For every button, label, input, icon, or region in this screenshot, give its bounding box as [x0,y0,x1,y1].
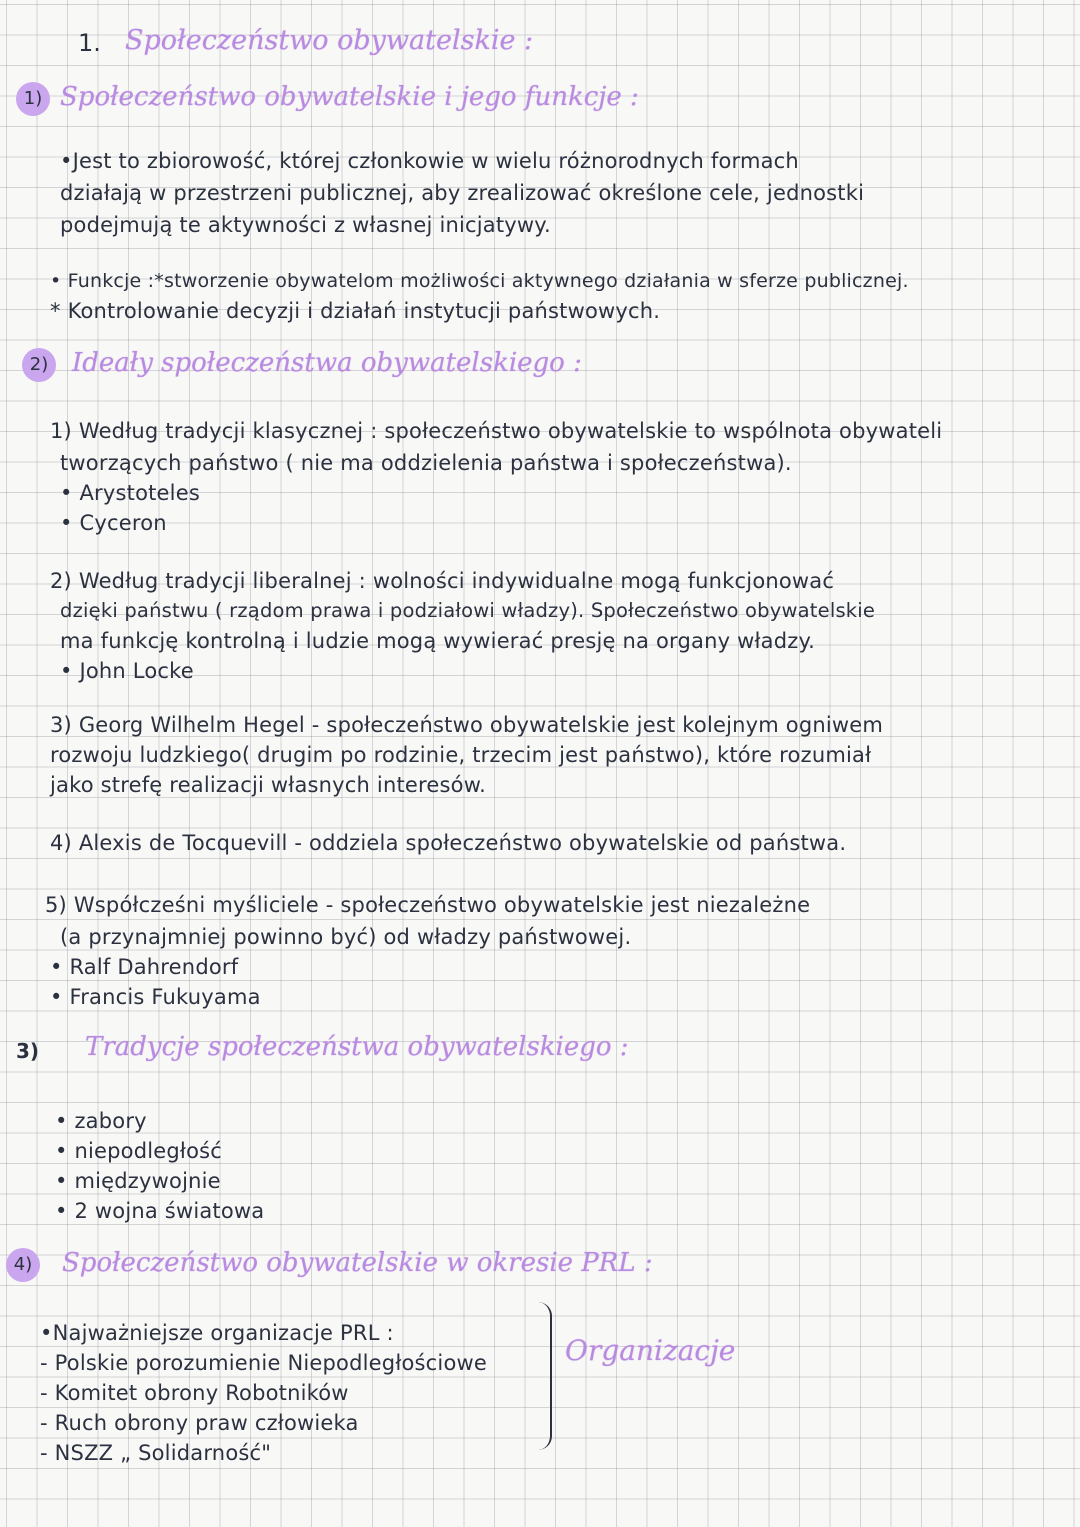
s2-line-12: 4) Alexis de Tocquevill - oddziela społeczeństwo obywatelskie od państwa. [50,831,847,855]
s2-line-13: 5) Współcześni myśliciele - społeczeństwo obywatelskie jest niezależne [45,893,811,917]
s2-line-7: ma funkcję kontrolną i ludzie mogą wywierać presję na organy władzy. [60,629,815,653]
s2-line-10: rozwoju ludzkiego( drugim po rodzinie, trzecim jest państwo), które rozumiał [50,743,872,767]
s1-line-4: • Funkcje :*stworzenie obywatelom możliwości aktywnego działania w sferze publicznej. [50,270,909,292]
s1-line-3: podejmują te aktywności z własnej inicjatywy. [60,213,551,237]
s4-line-3: - Komitet obrony Robotników [40,1381,349,1405]
section-2-heading: Ideały społeczeństwa obywatelskiego : [72,348,582,378]
s2-line-8: • John Locke [60,659,194,683]
s2-line-15: • Ralf Dahrendorf [50,955,239,979]
s4-line-1: •Najważniejsze organizacje PRL : [40,1321,394,1345]
s3-line-4: • 2 wojna światowa [55,1199,265,1223]
s2-line-1: 1) Według tradycji klasycznej : społeczeństwo obywatelskie to wspólnota obywateli [50,419,943,443]
s1-line-2: działają w przestrzeni publicznej, aby zrealizować określone cele, jednostki [60,181,865,205]
section-4-number: 4) [6,1248,40,1282]
s2-line-11: jako strefę realizacji własnych interesów. [50,773,487,797]
s2-line-2: tworzących państwo ( nie ma oddzielenia państwa i społeczeństwa). [60,451,792,475]
s2-line-5: 2) Według tradycji liberalnej : wolności indywidualne mogą funkcjonować [50,569,835,593]
brace-bracket [530,1302,552,1450]
s2-line-4: • Cyceron [60,511,167,535]
section-3-heading: Tradycje społeczeństwa obywatelskiego : [85,1032,629,1062]
side-note-organizations: Organizacje [565,1334,736,1367]
page-title: Społeczeństwo obywatelskie : [125,25,534,56]
s1-line-5: * Kontrolowanie decyzji i działań instytucji państwowych. [50,299,661,323]
s1-line-1: •Jest to zbiorowość, której członkowie w wielu różnorodnych formach [60,149,799,173]
s2-line-6: dzięki państwu ( rządom prawa i podziałowi władzy). Społeczeństwo obywatelskie [60,599,876,622]
s4-line-4: - Ruch obrony praw człowieka [40,1411,359,1435]
s2-line-14: (a przynajmniej powinno być) od władzy państwowej. [60,925,632,949]
s2-line-16: • Francis Fukuyama [50,985,261,1009]
section-2-number: 2) [22,348,56,382]
title-number: 1. [78,29,101,57]
s3-line-1: • zabory [55,1109,147,1133]
s2-line-3: • Arystoteles [60,481,200,505]
s3-line-3: • międzywojnie [55,1169,221,1193]
s2-line-9: 3) Georg Wilhelm Hegel - społeczeństwo obywatelskie jest kolejnym ogniwem [50,713,884,737]
section-1-number: 1) [16,82,50,116]
section-4-heading: Społeczeństwo obywatelskie w okresie PRL : [62,1248,653,1278]
s4-line-2: - Polskie porozumienie Niepodległościowe [40,1351,488,1375]
s3-line-2: • niepodległość [55,1139,223,1163]
s4-line-5: - NSZZ „ Solidarność" [40,1441,272,1465]
section-1-heading: Społeczeństwo obywatelskie i jego funkcje : [60,82,639,112]
section-3-number: 3) [16,1039,40,1063]
